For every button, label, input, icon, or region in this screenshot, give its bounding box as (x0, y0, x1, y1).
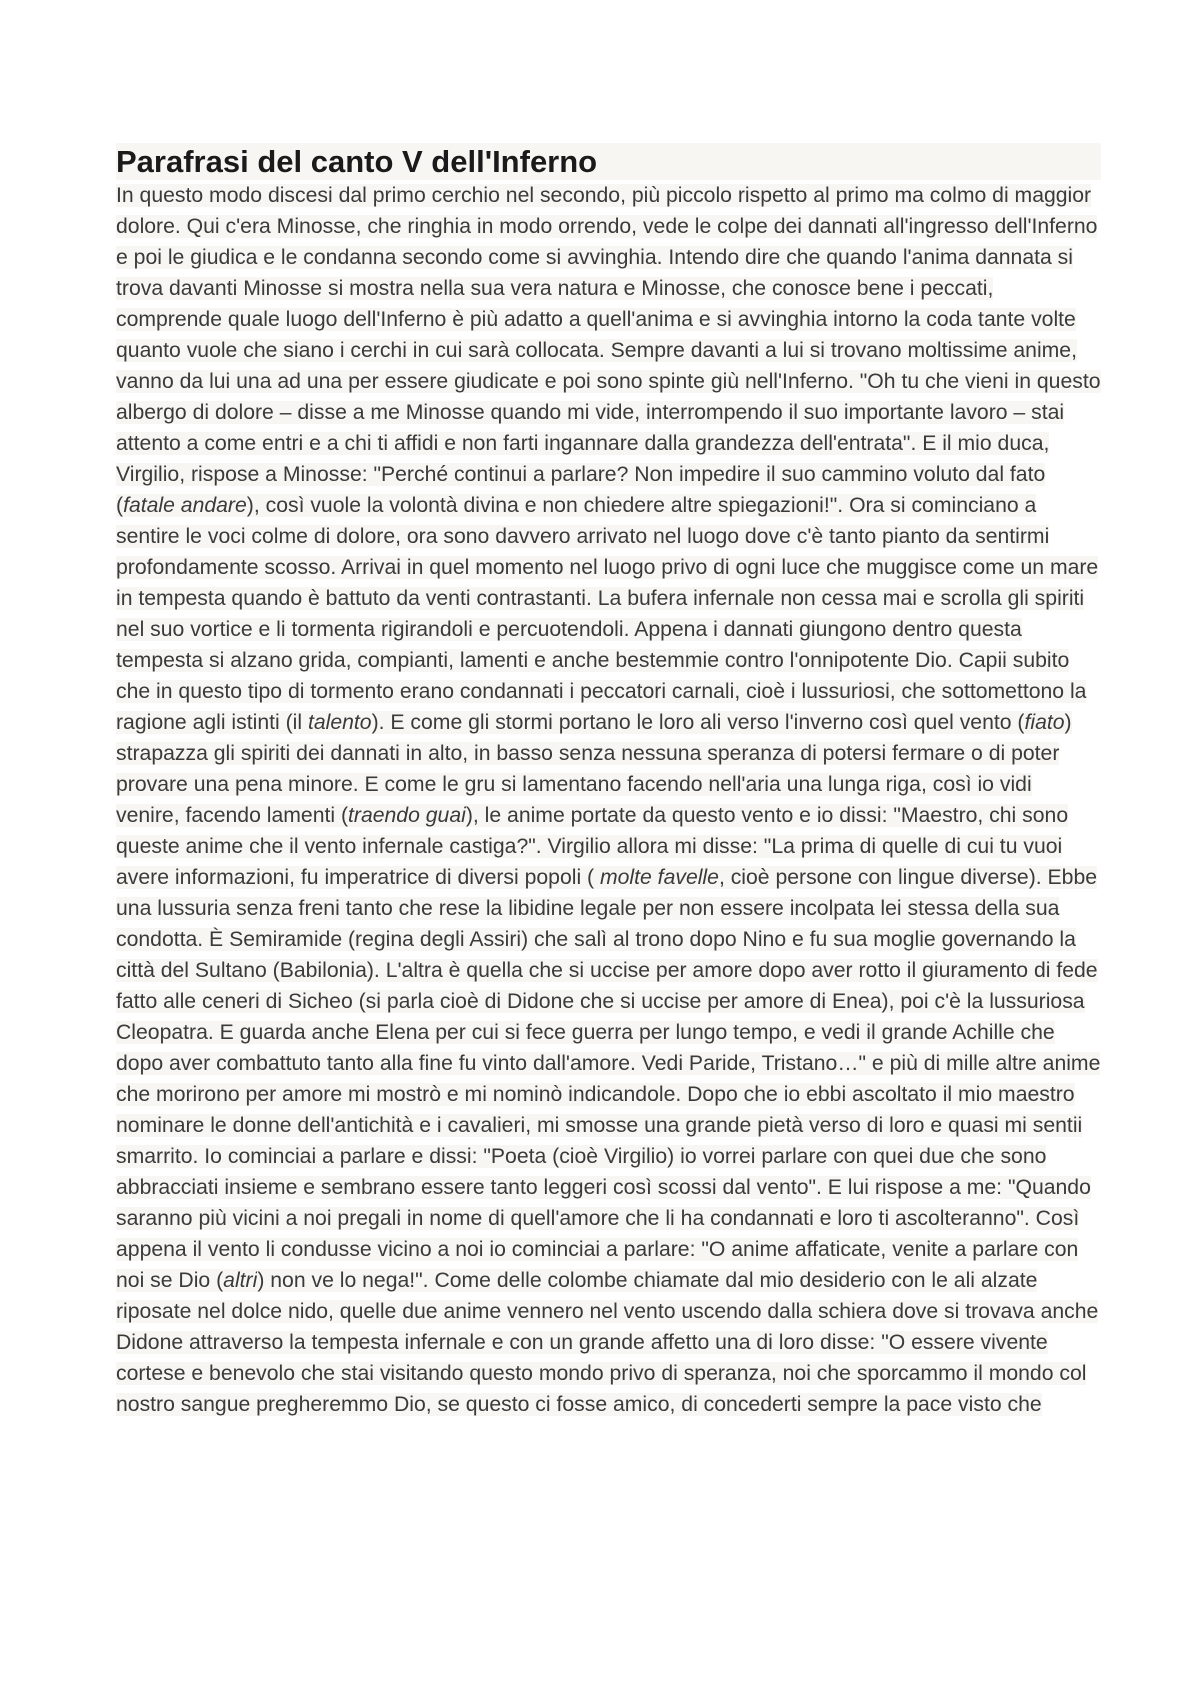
italic-term-text: talento (307, 711, 372, 734)
italic-term (223, 1269, 257, 1292)
text-segment: ) strapazza gli spiriti dei dannati in alto, in basso senza nessuna speranza di potersi fermare o di poter provare una pena minore. E come le gru si lamentano facendo nell'aria una lunga riga, così io vidi venire, facendo lamenti ( (116, 711, 1072, 827)
text-segment: ) non ve lo nega!". Come delle colombe chiamate dal mio desiderio con le ali alzate riposate nel dolce nido, quelle due anime vennero nel vento uscendo dalla schiera dove si trovava anche Didone attraverso la tempesta infernale e con un grande affetto una di loro disse: "O essere vivente cortese e benevolo che stai visitando questo mondo privo di speranza, noi che sporcammo il mondo col nostro sangue pregheremmo Dio, se questo ci fosse amico, di concederti sempre la pace visto che (116, 1269, 1099, 1416)
italic-term-text: molte favelle (599, 866, 719, 889)
text-segment: In questo modo discesi dal primo cerchio nel secondo, più piccolo rispetto al primo ma colmo di maggior dolore. Qui c'era Minosse, che ringhia in modo orrendo, vede le colpe dei dannati all'ingresso dell'Inferno e poi le giudica e le condanna secondo come si avvinghia. Intendo dire che quando l'anima dannata si trova davanti Minosse si mostra nella sua vera natura e Minosse, che conosce bene i peccati, comprende quale luogo dell'Inferno è più adatto a quell'anima e si avvinghia intorno la coda tante volte quanto vuole che siano i cerchi in cui sarà collocata. Sempre davanti a lui si trovano moltissime anime, vanno da lui una ad una per essere giudicate e poi sono spinte giù nell'Inferno. "Oh tu che vieni in questo albergo di dolore – disse a me Minosse quando mi vide, interrompendo il suo importante lavoro – stai attento a come entri e a chi ti affidi e non farti ingannare dalla grandezza dell'entrata". E il mio duca, Virgilio, rispose a Minosse: "Perché continui a parlare? Non impedire il suo cammino voluto dal fato ( (116, 184, 1101, 517)
italic-term (308, 711, 372, 734)
text-segment: ), così vuole la volontà divina e non chiedere altre spiegazioni!". Ora si cominciano a sentire le voci colme di dolore, ora sono davvero arrivato nel luogo dove c'è tanto pianto da sentirmi profondamente scosso. Arrivai in quel momento nel luogo privo di ogni luce che muggisce come un mare in tempesta quando è battuto da venti contrastanti. La bufera infernale non cessa mai e scrolla gli spiriti nel suo vortice e li tormenta rigirandoli e percuotendoli. Appena i dannati giungono dentro questa tempesta si alzano grida, compianti, lamenti e anche bestemmie contro l'onnipotente Dio. Capii subito che in questo tipo di tormento erano condannati i peccatori carnali, cioè i lussuriosi, che sottomettono la ragione agli istinti (il (116, 494, 1099, 734)
italic-term-text: altri (223, 1269, 258, 1292)
paraphrase-paragraph (116, 180, 1101, 1420)
italic-term-text: traendo guai (348, 804, 466, 827)
text-segment: ). E come gli stormi portano le loro ali verso l'inverno così quel vento ( (371, 711, 1025, 734)
italic-term (1024, 711, 1064, 734)
italic-term (123, 494, 247, 517)
document-page (116, 143, 1101, 1420)
text-segment: , cioè persone con lingue diverse). Ebbe una lussuria senza freni tanto che rese la libidine legale per non essere incolpata lei stessa della sua condotta. È Semiramide (regina degli Assiri) che salì al trono dopo Nino e fu sua moglie governando la città del Sultano (Babilonia). L'altra è quella che si uccise per amore dopo aver rotto il giuramento di fede fatto alle ceneri di Sicheo (si parla cioè di Didone che si uccise per amore di Enea), poi c'è la lussuriosa Cleopatra. E guarda anche Elena per cui si fece guerra per lungo tempo, e vedi il grande Achille che dopo aver combattuto tanto alla fine fu vinto dall'amore. Vedi Paride, Tristano…" e più di mille altre anime che morirono per amore mi mostrò e mi nominò indicandole. Dopo che io ebbi ascoltato il mio maestro nominare le donne dell'antichità e i cavalieri, mi smosse una grande pietà verso di loro e quasi mi sentii smarrito. Io cominciai a parlare e dissi: "Poeta (cioè Virgilio) io vorrei parlare con quei due che sono abbracciati insieme e sembrano essere tanto leggeri così scossi dal vento". E lui rispose a me: "Quando saranno più vicini a noi pregali in nome di quell'amore che li ha condannati e loro ti ascolteranno". Così appena il vento li condusse vicino a noi io cominciai a parlare: "O anime affaticate, venite a parlare con noi se Dio ( (116, 866, 1101, 1292)
italic-term-text: fiato (1024, 711, 1065, 734)
italic-term (348, 804, 466, 827)
italic-term (600, 866, 719, 889)
text-segment: ), le anime portate da questo vento e io dissi: "Maestro, chi sono queste anime che il vento infernale castiga?". Virgilio allora mi disse: "La prima di quelle di cui tu vuoi avere informazioni, fu imperatrice di diversi popoli ( (116, 804, 1069, 889)
italic-term-text: fatale andare (123, 494, 247, 517)
page-title: Parafrasi del canto V dell'Inferno (116, 143, 1101, 180)
